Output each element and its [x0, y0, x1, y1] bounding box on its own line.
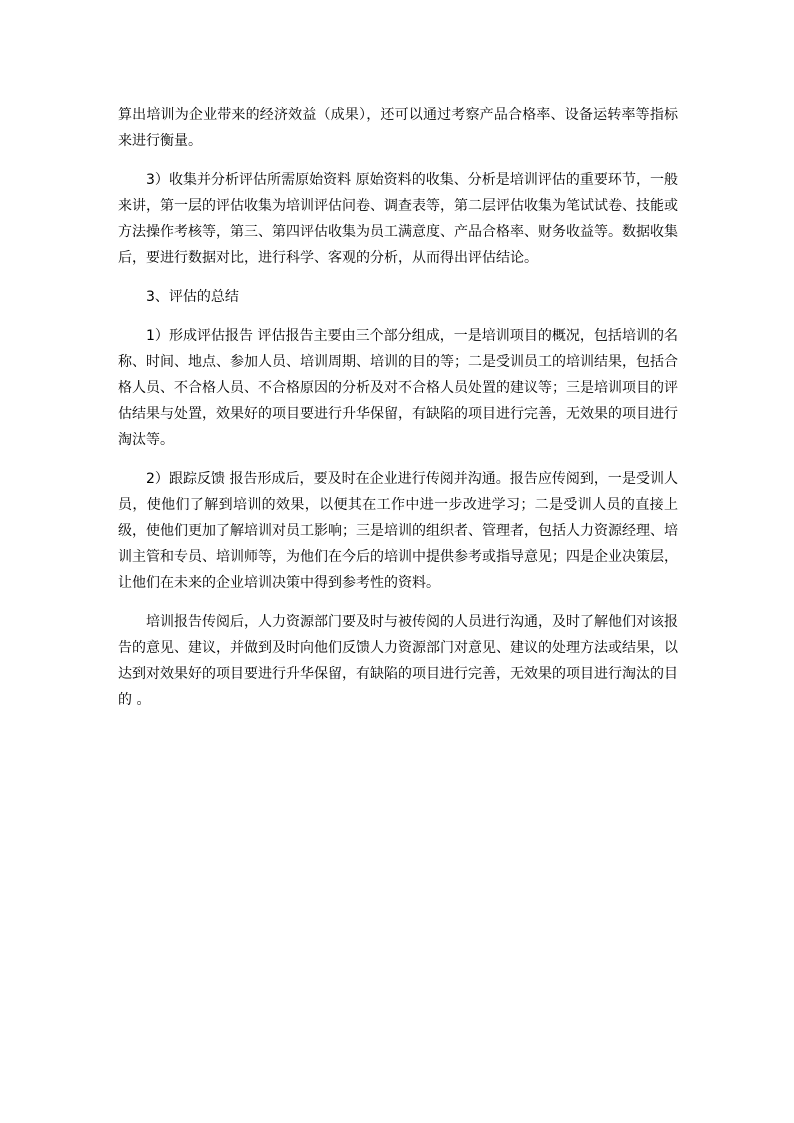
section-heading-evaluation-summary: 3、评估的总结 — [146, 289, 239, 305]
paragraph-continuation: 算出培训为企业带来的经济效益（成果），还可以通过考察产品合格率、设备运转率等指标来进行衡量。 — [118, 107, 678, 149]
paragraph-form-report: 1）形成评估报告 评估报告主要由三个部分组成，一是培训项目的概况，包括培训的名称、时间、地点、参加人员、培训周期、培训的目的等；二是受训员工的培训结果，包括合格人员、不合格人员、不合格原因的分析及对不合格人员处置的建议等；三是培训项目的评估结果与处置，效果好的项目要进行升华保留，有缺陷的项目进行完善，无效果的项目进行淘汰等。 — [118, 328, 678, 448]
paragraph-follow-up: 2）跟踪反馈 报告形成后，要及时在企业进行传阅并沟通。报告应传阅到，一是受训人员，使他们了解到培训的效果，以便其在工作中进一步改进学习；二是受训人员的直接上级，使他们更加了解培训对员工影响；三是培训的组织者、管理者，包括人力资源经理、培训主管和专员、培训师等，为他们在今后的培训中提供参考或指导意见；四是企业决策层，让他们在未来的企业培训决策中得到参考性的资料。 — [118, 471, 678, 591]
document-body — [118, 102, 678, 726]
paragraph-collect-analyze: 3）收集并分析评估所需原始资料 原始资料的收集、分析是培训评估的重要环节，一般来讲，第一层的评估收集为培训评估问卷、调查表等，第二层评估收集为笔试试卷、技能或方法操作考核等，第三、第四评估收集为员工满意度、产品合格率、财务收益等。数据收集后，要进行数据对比，进行科学、客观的分析，从而得出评估结论。 — [118, 172, 678, 266]
paragraph-conclusion: 培训报告传阅后，人力资源部门要及时与被传阅的人员进行沟通，及时了解他们对该报告的意见、建议，并做到及时向他们反馈人力资源部门对意见、建议的处理方法或结果，以达到对效果好的项目要进行升华保留，有缺陷的项目进行完善，无效果的项目进行淘汰的目的 。 — [118, 614, 678, 708]
